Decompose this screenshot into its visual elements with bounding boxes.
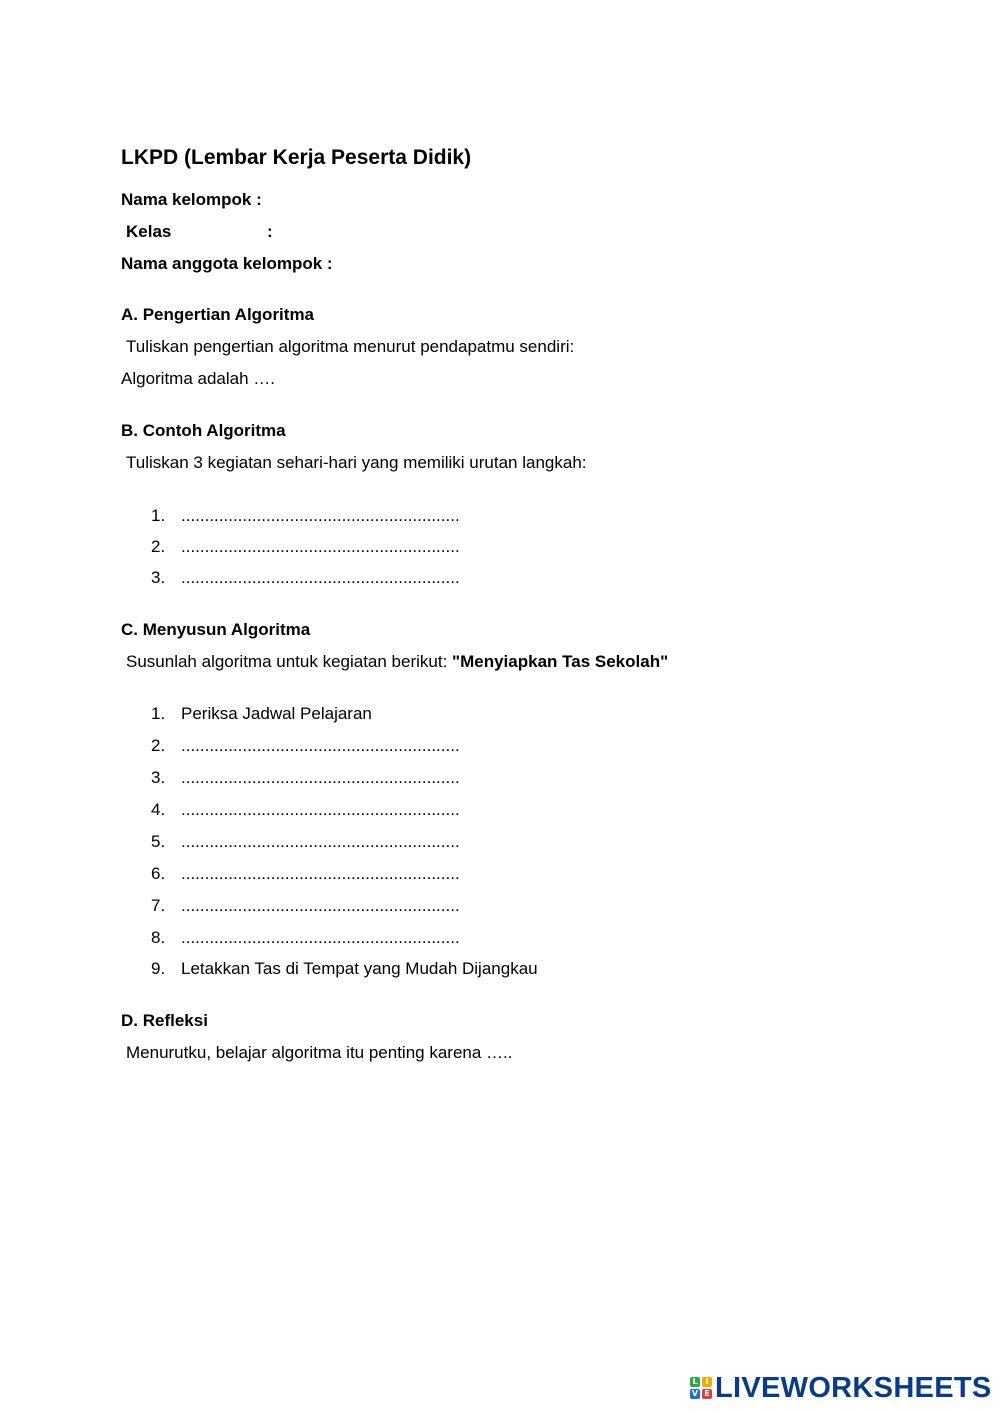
answer-line[interactable]: ........................................................... bbox=[181, 928, 460, 947]
liveworksheets-logo bbox=[690, 1372, 992, 1404]
section-c-activity: "Menyiapkan Tas Sekolah" bbox=[452, 652, 669, 671]
answer-line[interactable]: ........................................................... bbox=[181, 896, 460, 915]
answer-line[interactable]: ........................................................... bbox=[181, 568, 460, 587]
answer-line[interactable]: ........................................................... bbox=[181, 736, 460, 755]
list-item-number: 1. bbox=[151, 506, 166, 525]
section-b-instruction: Tuliskan 3 kegiatan sehari-hari yang memiliki urutan langkah: bbox=[126, 453, 587, 472]
list-item-number: 6. bbox=[151, 864, 166, 883]
list-item-number: 3. bbox=[151, 568, 166, 587]
step-text: Periksa Jadwal Pelajaran bbox=[181, 704, 372, 723]
answer-line[interactable]: ........................................................... bbox=[181, 537, 460, 556]
logo-tile-i: I bbox=[702, 1377, 712, 1387]
list-item-number: 1. bbox=[151, 704, 166, 723]
list-item-number: 3. bbox=[151, 768, 166, 787]
class-colon: : bbox=[267, 222, 273, 241]
section-b-heading: B. Contoh Algoritma bbox=[121, 421, 286, 440]
logo-tiles-icon bbox=[690, 1377, 712, 1399]
section-c-heading: C. Menyusun Algoritma bbox=[121, 620, 311, 639]
step-text: Letakkan Tas di Tempat yang Mudah Dijangkau bbox=[181, 959, 538, 978]
section-c-instruction-row bbox=[126, 652, 668, 672]
list-item-number: 4. bbox=[151, 800, 166, 819]
logo-tile-e: E bbox=[702, 1389, 712, 1399]
section-a-heading: A. Pengertian Algoritma bbox=[121, 305, 315, 324]
section-d-prompt: Menurutku, belajar algoritma itu penting karena ….. bbox=[126, 1043, 513, 1062]
list-item-number: 8. bbox=[151, 928, 166, 947]
answer-line[interactable]: ........................................................... bbox=[181, 800, 460, 819]
group-name-label: Nama kelompok : bbox=[121, 190, 262, 209]
logo-tile-v: V bbox=[691, 1389, 699, 1398]
answer-line[interactable]: ........................................................... bbox=[181, 768, 460, 787]
list-item-number: 2. bbox=[151, 736, 166, 755]
list-item-number: 2. bbox=[151, 537, 166, 556]
list-item-number: 7. bbox=[151, 896, 166, 915]
list-item-number: 9. bbox=[151, 959, 166, 978]
page-title: LKPD (Lembar Kerja Peserta Didik) bbox=[121, 146, 472, 169]
class-label: Kelas bbox=[126, 222, 172, 241]
answer-line[interactable]: ........................................................... bbox=[181, 506, 460, 525]
list-item-number: 5. bbox=[151, 832, 166, 851]
answer-line[interactable]: ........................................................... bbox=[181, 832, 460, 851]
section-c-instruction: Susunlah algoritma untuk kegiatan berikut: bbox=[126, 652, 453, 671]
section-d-heading: D. Refleksi bbox=[121, 1011, 208, 1030]
section-a-instruction: Tuliskan pengertian algoritma menurut pendapatmu sendiri: bbox=[126, 337, 575, 356]
logo-tile-l: L bbox=[690, 1377, 700, 1387]
group-members-label: Nama anggota kelompok : bbox=[121, 254, 333, 273]
answer-line[interactable]: ........................................................... bbox=[181, 864, 460, 883]
logo-text: LIVEWORKSHEETS bbox=[715, 1372, 992, 1404]
section-a-prompt: Algoritma adalah …. bbox=[121, 369, 276, 388]
